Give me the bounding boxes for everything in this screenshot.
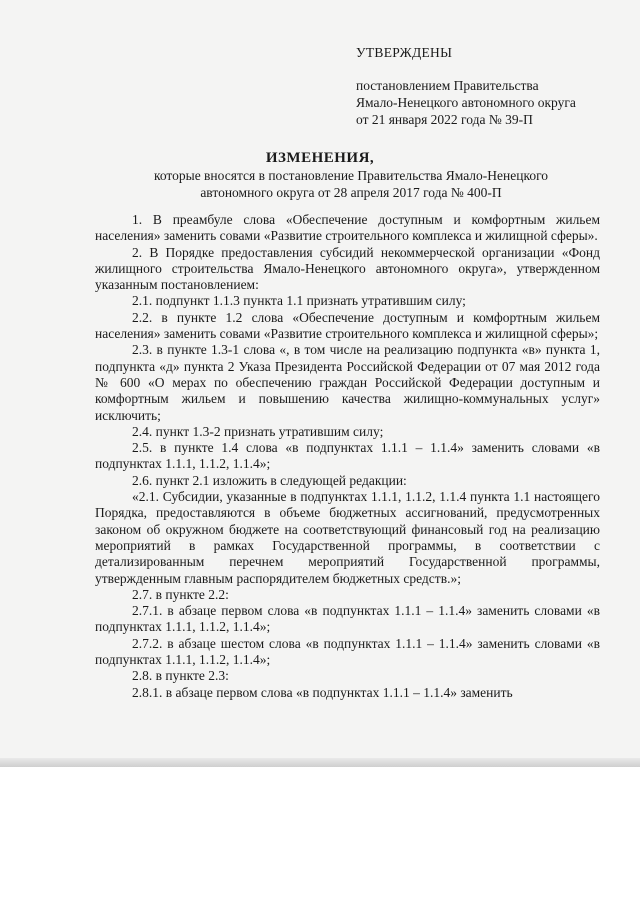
paragraph: 2.7.2. в абзаце шестом слова «в подпунктах 1.1.1 – 1.1.4» заменить словами «в подпунктах 1.1.1, 1.1.2, 1.1.4»; — [95, 635, 600, 668]
paragraph: 2.8.1. в абзаце первом слова «в подпунктах 1.1.1 – 1.1.4» заменить — [132, 684, 513, 700]
approval-line: от 21 января 2022 года № 39-П — [356, 112, 533, 127]
paragraph: 2.7.1. в абзаце первом слова «в подпунктах 1.1.1 – 1.1.4» заменить словами «в подпунктах 1.1.1, 1.1.2, 1.1.4»; — [95, 603, 600, 635]
paragraph: «2.1. Субсидии, указанные в подпунктах 1.1.1, 1.1.2, 1.1.4 пункта 1.1 настоящего Порядка, предоставляются в объеме бюджетных ассигнований, предусмотренных законом об окружном бюджете на соответствующий финансовый год на реализацию мероприятий в рамках Государственной программы, в соответствии с детализированным перечнем мероприятий Государственной программы, утвержденным главным распорядителем бюджетных средств.»; — [95, 489, 600, 586]
subtitle-line: которые вносятся в постановление Правительства Ямало-Ненецкого — [153, 168, 549, 183]
paragraph: 2.2. в пункте 1.2 слова «Обеспечение доступным и комфортным жильем населения» заменить совами «Развитие строительного комплекса и жилищной сферы»; — [95, 309, 600, 342]
document-subtitle — [120, 167, 582, 201]
approval-heading: УТВЕРЖДЕНЫ — [356, 45, 453, 60]
paragraph: 2.4. пункт 1.3-2 признать утратившим силу; — [132, 423, 384, 439]
paragraph: 2.1. подпункт 1.1.3 пункта 1.1 признать утратившим силу; — [132, 293, 466, 309]
paragraph: 2.6. пункт 2.1 изложить в следующей редакции: — [132, 472, 407, 488]
paragraph: 2.3. в пункте 1.3-1 слова «, в том числе на реализацию подпункта «в» пункта 1, подпункта «д» пункта 2 Указа Президента Российской Федерации от 07 мая 2012 года № 600 «О мерах по обеспечению граждан Российской Федерации доступным и комфортным жильем и повышению качества жилищно-коммунальных услуг» исключить; — [95, 342, 600, 423]
paragraph: 2. В Порядке предоставления субсидий некоммерческой организации «Фонд жилищного строительства Ямало-Ненецкого автономного округа», утвержденном указанным постановлением: — [95, 244, 600, 293]
paragraph: 2.5. в пункте 1.4 слова «в подпунктах 1.1.1 – 1.1.4» заменить словами «в подпунктах 1.1.1, 1.1.2, 1.1.4»; — [95, 440, 600, 472]
scan-bottom-edge — [0, 758, 640, 767]
approval-line: Ямало-Ненецкого автономного округа — [356, 95, 576, 110]
paragraph: 1. В преамбуле слова «Обеспечение доступным и комфортным жильем населения» заменить совами «Развитие строительного комплекса и жилищной сферы». — [95, 212, 600, 244]
approval-stamp — [356, 44, 576, 128]
document-title: ИЗМЕНЕНИЯ, — [265, 150, 375, 166]
paragraph: 2.7. в пункте 2.2: — [132, 586, 229, 602]
paragraph: 2.8. в пункте 2.3: — [132, 668, 229, 684]
approval-line: постановлением Правительства — [356, 78, 539, 93]
document-body — [95, 212, 600, 701]
subtitle-line: автономного округа от 28 апреля 2017 года № 400-П — [200, 185, 502, 200]
